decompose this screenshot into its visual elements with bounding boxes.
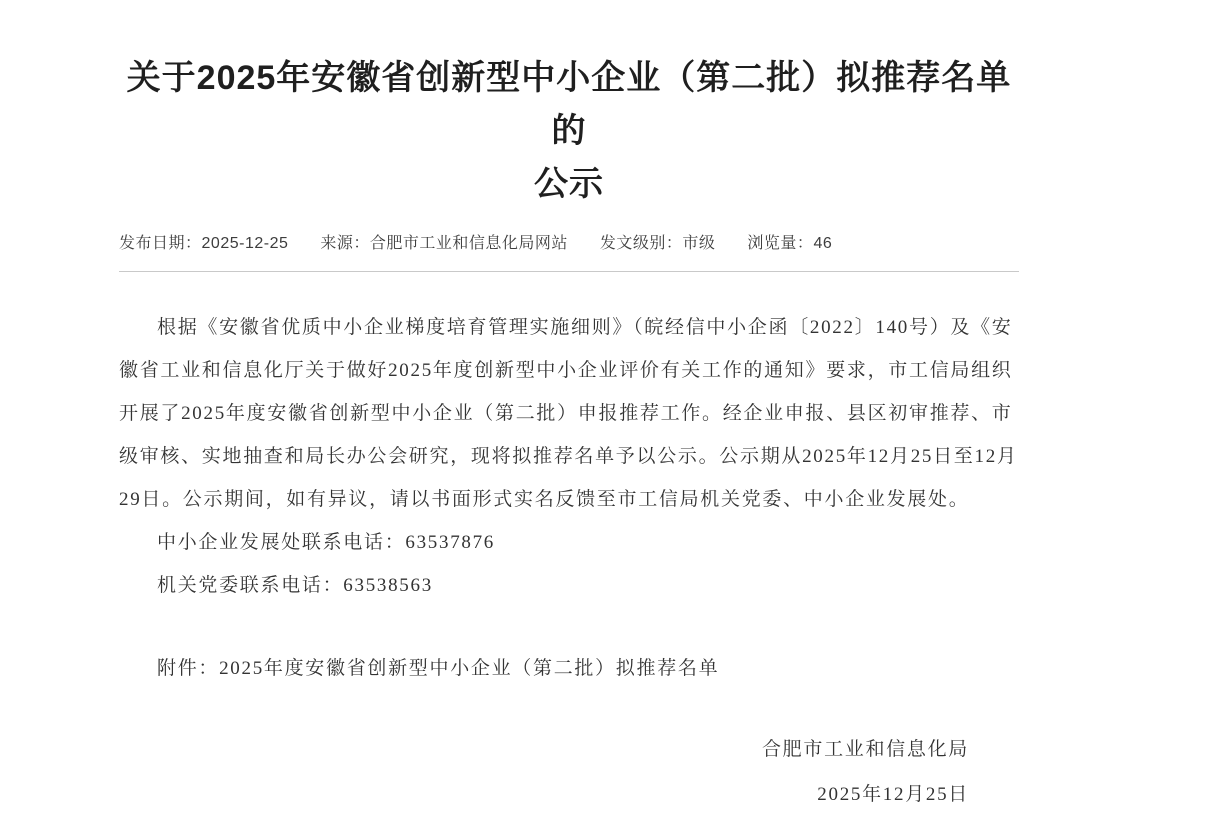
- meta-source: [320, 233, 568, 255]
- meta-document-level-label: 发文级别：: [599, 235, 683, 252]
- meta-document-level: [600, 233, 716, 255]
- meta-view-count-label: 浏览量：: [747, 235, 814, 252]
- contact-line-sme-division: 中小企业发展处联系电话：63537876: [157, 532, 496, 553]
- header-divider: [119, 271, 1019, 272]
- meta-source-label: 来源：: [320, 235, 370, 252]
- article-body: [119, 306, 1019, 817]
- meta-publish-date-value: 2025-12-25: [201, 235, 289, 252]
- page-title-line-2: 公示: [534, 165, 604, 203]
- meta-view-count: [747, 233, 832, 255]
- signature-date: 2025年12月25日: [817, 784, 969, 805]
- meta-view-count-value: 46: [813, 235, 833, 252]
- attachment-line: 附件：2025年度安徽省创新型中小企业（第二批）拟推荐名单: [157, 658, 720, 679]
- main-paragraph: 根据《安徽省优质中小企业梯度培育管理实施细则》（皖经信中小企函〔2022〕140号）及《安徽省工业和信息化厅关于做好2025年度创新型中小企业评价有关工作的通知》要求，市工信局组织开展了2025年度安徽省创新型中小企业（第二批）申报推荐工作。经企业申报、县区初审推荐、市级审核、实地抽查和局长办公会研究，现将拟推荐名单予以公示。公示期从2025年12月25日至12月29日。公示期间，如有异议，请以书面形式实名反馈至市工信局机关党委、中小企业发展处。: [119, 317, 1018, 510]
- signature-org: 合肥市工业和信息化局: [761, 739, 969, 760]
- contact-line-party-committee: 机关党委联系电话：63538563: [157, 575, 433, 596]
- meta-publish-date-label: 发布日期：: [119, 235, 202, 252]
- page-title-line-1: 关于2025年安徽省创新型中小企业（第二批）拟推荐名单的: [126, 59, 1012, 150]
- page-title: [119, 0, 1019, 211]
- announcement-page: [119, 0, 1019, 817]
- meta-publish-date: [119, 233, 288, 255]
- meta-document-level-value: 市级: [682, 235, 716, 252]
- signature-block: [119, 727, 1019, 817]
- meta-source-value: 合肥市工业和信息化局网站: [369, 235, 568, 252]
- meta-bar: [119, 233, 1019, 255]
